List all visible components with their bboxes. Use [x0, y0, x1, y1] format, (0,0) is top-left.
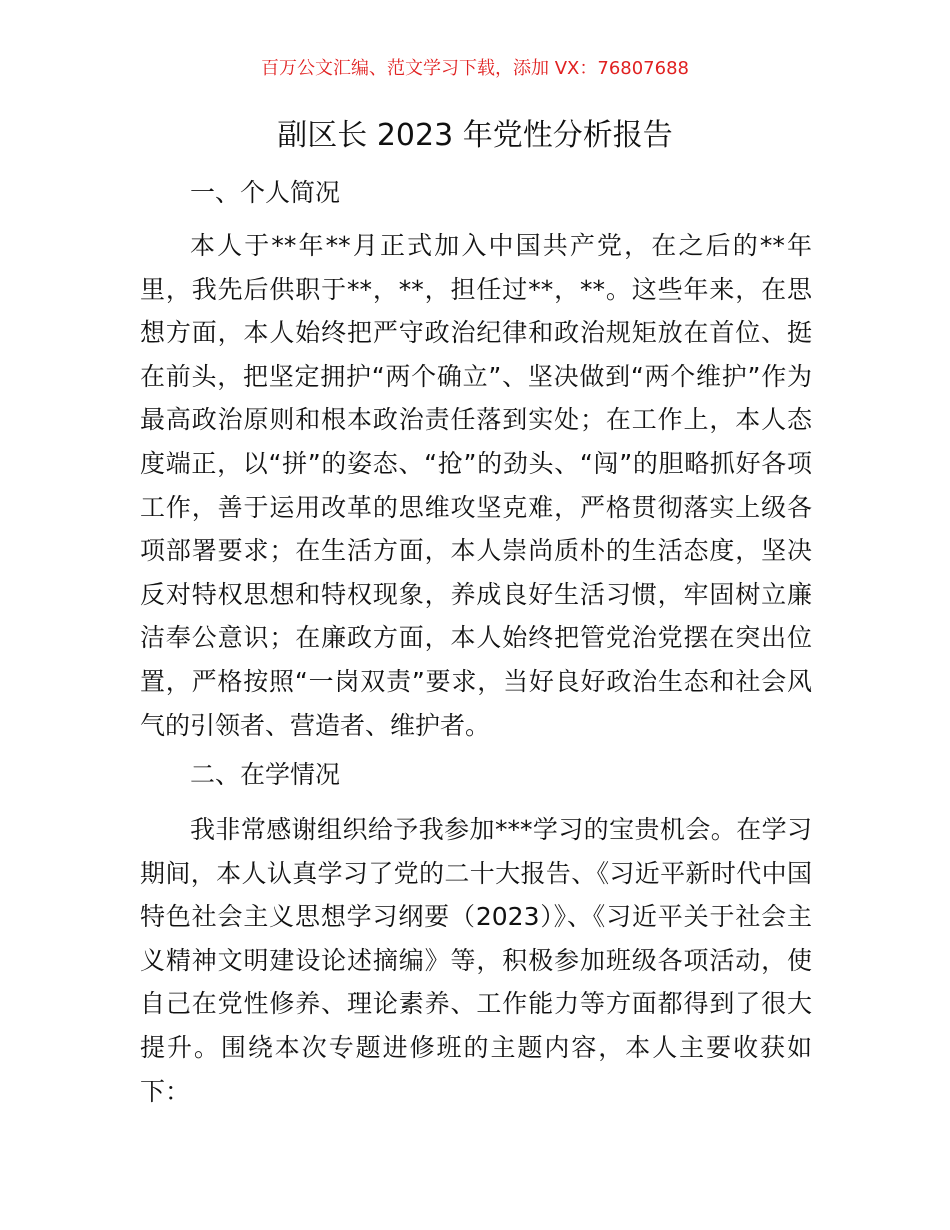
section-paragraph-2: 我非常感谢组织给予我参加***学习的宝贵机会。在学习期间，本人认真学习了党的二十大报告、《习近平新时代中国特色社会主义思想学习纲要（2023）》、《习近平关于社会主义精神文明建设论述摘编》等，积极参加班级各项活动，使自己在党性修养、理论素养、工作能力等方面都得到了很大提升。围绕本次专题进修班的主题内容，本人主要收获如下： [140, 815, 812, 1106]
section-heading-1: 一、个人简况 [190, 178, 341, 207]
page-title: 副区长 2023 年党性分析报告 [277, 118, 673, 153]
header-banner: 百万公文汇编、范文学习下载，添加 VX：76807688 [261, 58, 689, 79]
section-paragraph-1: 本人于**年**月正式加入中国共产党，在之后的**年里，我先后供职于**，**，担任过**，**。这些年来，在思想方面，本人始终把严守政治纪律和政治规矩放在首位、挺在前头，把坚定拥护“两个确立”、坚决做到“两个维护”作为最高政治原则和根本政治责任落到实处；在工作上，本人态度端正，以“拼”的姿态、“抢”的劲头、“闯”的胆略抓好各项工作，善于运用改革的思维攻坚克难，严格贯彻落实上级各项部署要求；在生活方面，本人崇尚质朴的生活态度，坚决反对特权思想和特权现象，养成良好生活习惯，牢固树立廉洁奉公意识；在廉政方面，本人始终把管党治党摆在突出位置，严格按照“一岗双责”要求，当好良好政治生态和社会风气的引领者、营造者、维护者。 [140, 231, 812, 740]
section-heading-2: 二、在学情况 [190, 760, 341, 789]
